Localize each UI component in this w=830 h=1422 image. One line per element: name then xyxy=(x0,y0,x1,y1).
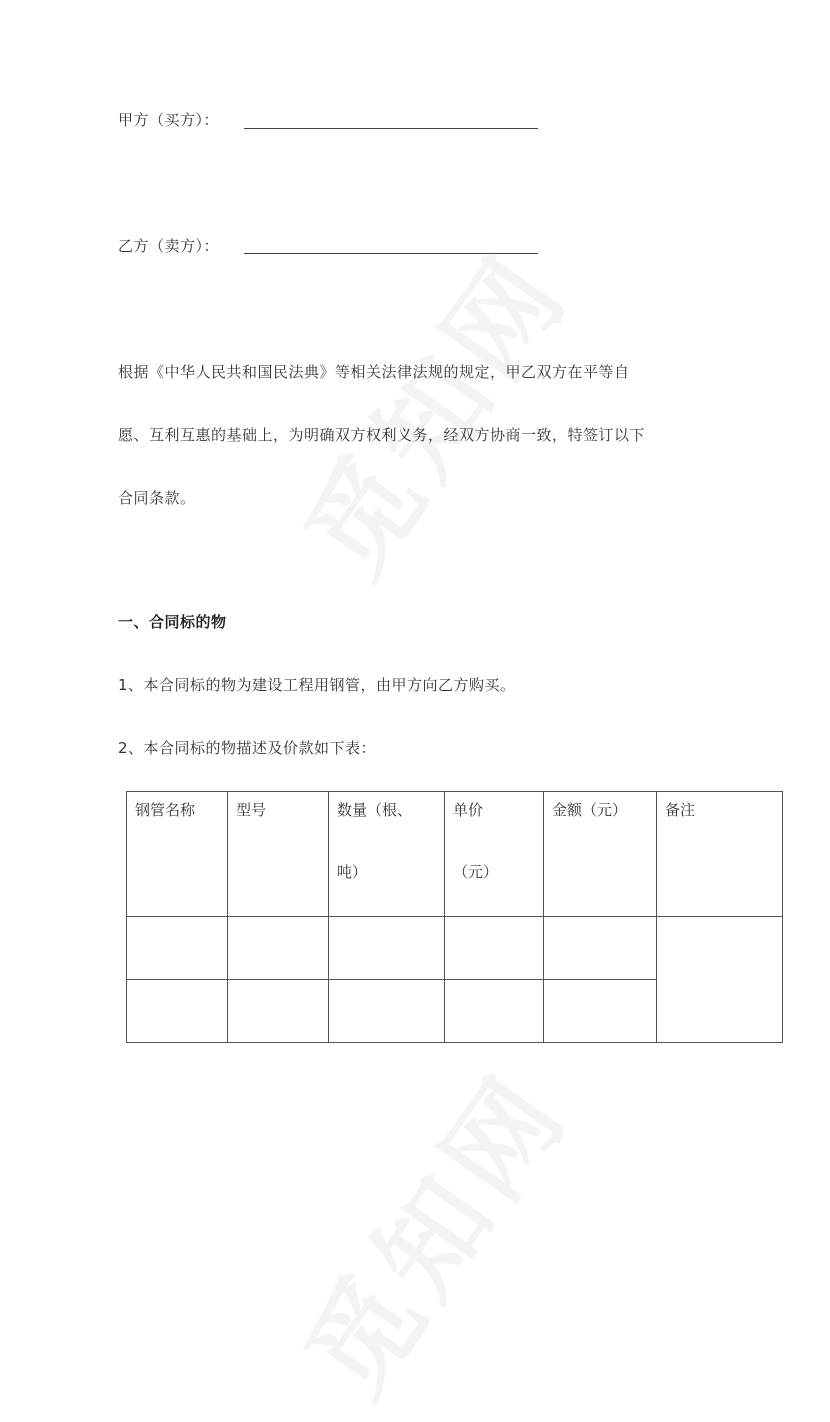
section-item-2: 2、本合同标的物描述及价款如下表： xyxy=(118,739,377,757)
cell-quantity[interactable] xyxy=(329,980,445,1043)
cell-unit-price[interactable] xyxy=(445,980,544,1043)
party-b-signature-line[interactable] xyxy=(244,253,538,254)
party-a-signature-line[interactable] xyxy=(244,128,538,129)
watermark-bottom xyxy=(262,1036,598,1422)
preamble-line-1: 根据《中华人民共和国民法典》等相关法律法规的规定，甲乙双方在平等自 xyxy=(118,363,630,381)
header-unit-price: 单价 （元） xyxy=(445,792,544,917)
cell-remarks-merged[interactable] xyxy=(657,917,783,1043)
table-row xyxy=(127,917,783,980)
preamble-line-3: 合同条款。 xyxy=(118,489,196,507)
cell-amount[interactable] xyxy=(544,917,657,980)
watermark xyxy=(262,216,598,602)
party-b-label: 乙方（卖方）： xyxy=(118,237,220,255)
cell-model[interactable] xyxy=(228,980,329,1043)
table-header-row xyxy=(127,792,783,917)
header-model: 型号 xyxy=(228,792,329,917)
header-quantity: 数量（根、 吨） xyxy=(329,792,445,917)
cell-amount[interactable] xyxy=(544,980,657,1043)
header-amount: 金额（元） xyxy=(544,792,657,917)
header-remarks: 备注 xyxy=(657,792,783,917)
header-pipe-name: 钢管名称 xyxy=(127,792,228,917)
preamble-line-2: 愿、互利互惠的基础上，为明确双方权利义务，经双方协商一致，特签订以下 xyxy=(118,426,646,444)
cell-quantity[interactable] xyxy=(329,917,445,980)
goods-price-table xyxy=(126,791,783,1043)
section-heading: 一、合同标的物 xyxy=(118,613,227,631)
cell-pipe-name[interactable] xyxy=(127,980,228,1043)
cell-pipe-name[interactable] xyxy=(127,917,228,980)
party-a-label: 甲方（买方）： xyxy=(118,111,220,129)
cell-model[interactable] xyxy=(228,917,329,980)
section-item-1: 1、本合同标的物为建设工程用钢管，由甲方向乙方购买。 xyxy=(118,676,516,694)
cell-unit-price[interactable] xyxy=(445,917,544,980)
